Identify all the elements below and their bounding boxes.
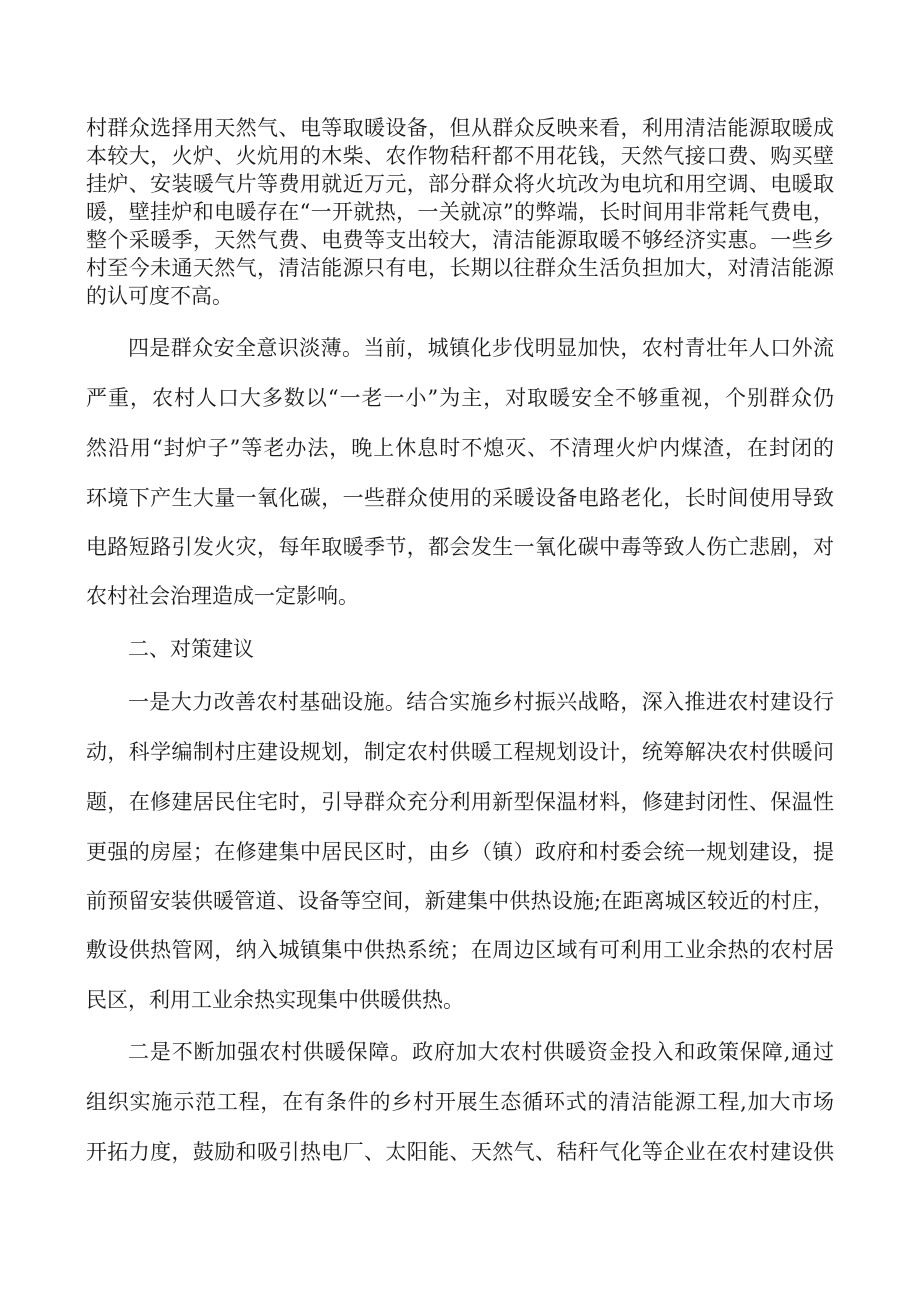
text-line: 民区，利用工业余热实现集中供暖供热。 bbox=[86, 988, 464, 1012]
text-line: 电路短路引发火灾，每年取暖季节，都会发生一氧化碳中毒等致人伤亡悲剧，对 bbox=[86, 535, 834, 559]
text-line: 动，科学编制村庄建设规划，制定农村供暖工程规划设计，统筹解决农村供暖问 bbox=[86, 740, 834, 764]
text-line: 严重，农村人口大多数以“一老一小”为主，对取暖安全不够重视，个别群众仍 bbox=[86, 386, 834, 410]
text-line: 开拓力度，鼓励和吸引热电厂、太阳能、天然气、秸秆气化等企业在农村建设供 bbox=[86, 1140, 834, 1164]
text-line: 本较大，火炉、火炕用的木柴、农作物秸秆都不用花钱，天然气接口费、购买壁 bbox=[86, 144, 834, 168]
text-line: 挂炉、安装暖气片等费用就近万元，部分群众将火坑改为电坑和用空调、电暖取 bbox=[86, 172, 834, 196]
text-line: 四是群众安全意识淡薄。当前，城镇化步伐明显加快，农村青壮年人口外流 bbox=[128, 336, 834, 360]
text-line: 农村社会治理造成一定影响。 bbox=[86, 584, 359, 608]
section-heading: 二、对策建议 bbox=[128, 637, 254, 661]
text-line: 的认可度不高。 bbox=[86, 284, 233, 308]
text-line: 环境下产生大量一氧化碳，一些群众使用的采暖设备电路老化，长时间使用导致 bbox=[86, 486, 834, 510]
text-line: 暖，壁挂炉和电暖存在“一开就热，一关就凉”的弊端，长时间用非常耗气费电， bbox=[86, 200, 834, 224]
text-line: 前预留安装供暖管道、设备等空间，新建集中供热设施;在距离城区较近的村庄， bbox=[86, 889, 834, 913]
text-line: 更强的房屋；在修建集中居民区时，由乡（镇）政府和村委会统一规划建设，提 bbox=[86, 840, 834, 864]
text-line: 组织实施示范工程，在有条件的乡村开展生态循环式的清洁能源工程,加大市场 bbox=[86, 1090, 834, 1114]
text-line: 敷设供热管网，纳入城镇集中供热系统；在周边区域有可利用工业余热的农村居 bbox=[86, 938, 834, 962]
text-line: 村至今未通天然气，清洁能源只有电，长期以往群众生活负担加大，对清洁能源 bbox=[86, 256, 834, 280]
text-line: 一是大力改善农村基础设施。结合实施乡村振兴战略，深入推进农村建设行 bbox=[128, 690, 834, 714]
text-line: 题，在修建居民住宅时，引导群众充分利用新型保温材料，修建封闭性、保温性 bbox=[86, 790, 834, 814]
text-line: 然沿用“封炉子”等老办法，晚上休息时不熄灭、不清理火炉内煤渣，在封闭的 bbox=[86, 436, 834, 460]
text-line: 整个采暖季，天然气费、电费等支出较大，清洁能源取暖不够经济实惠。一些乡 bbox=[86, 228, 834, 252]
text-line: 村群众选择用天然气、电等取暖设备，但从群众反映来看，利用清洁能源取暖成 bbox=[86, 116, 834, 140]
text-line: 二是不断加强农村供暖保障。政府加大农村供暖资金投入和政策保障,通过 bbox=[128, 1040, 834, 1064]
